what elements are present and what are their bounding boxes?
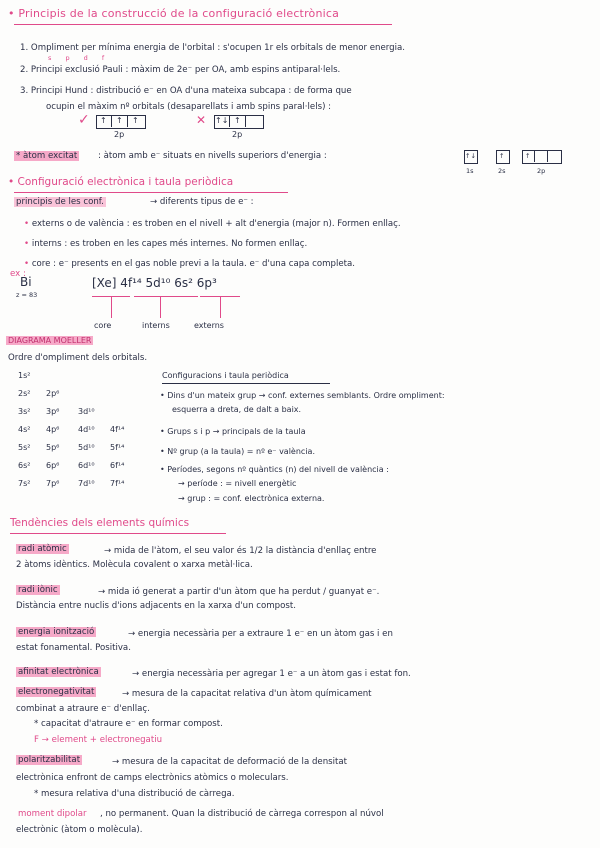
- cell-divider: [547, 150, 548, 162]
- principle-3: 3. Principi Hund : distribució e⁻ en OA d'una mateixa subcapa : de forma que: [20, 86, 352, 96]
- moeller-cell: 6p⁶: [46, 461, 60, 470]
- term-polarizability: polaritzabilitat: [18, 755, 81, 765]
- moeller-cell: 5p⁶: [46, 443, 60, 452]
- moeller-cell: 6d¹⁰: [78, 461, 95, 470]
- moeller-cell: 7p⁶: [46, 479, 60, 488]
- moeller-subtitle: Ordre d'ompliment dels orbitals.: [8, 353, 148, 363]
- orbital-cell: ↑: [132, 116, 139, 125]
- trend-line: F → element + electronegatiu: [34, 735, 163, 745]
- side-title-underline: [162, 383, 330, 384]
- ex-label: ex :: [10, 269, 26, 279]
- principle-1: 1. Ompliment per mínima energia de l'orbital : s'ocupen 1r els orbitals de menor energia.: [20, 43, 405, 53]
- orbital-cell: ↑↓: [215, 116, 229, 125]
- moeller-cell: 3s²: [18, 407, 31, 416]
- trend-line: * capacitat d'atraure e⁻ en formar compost.: [34, 719, 223, 729]
- trend-line: , no permanent. Quan la distribució de càrrega correspon al núvol: [100, 809, 384, 819]
- trend-line: combinat a atraure e⁻ d'enllaç.: [16, 704, 150, 714]
- term-electronegativity: electronegativitat: [18, 687, 95, 697]
- moeller-cell: 4d¹⁰: [78, 425, 95, 434]
- trend-line: → mida de l'àtom, el seu valor és 1/2 la distància d'enllaç entre: [104, 546, 377, 556]
- moeller-cell: 5s²: [18, 443, 31, 452]
- side-line: • Períodes, segons nº quàntics (n) del nivell de valència :: [160, 465, 389, 474]
- bi-symbol: Bi: [20, 275, 32, 289]
- conf-principles: principis de les conf.: [16, 197, 104, 207]
- moeller-cell: 1s²: [18, 371, 31, 380]
- title-underline: [14, 192, 288, 193]
- moeller-cell: 6f¹⁴: [110, 461, 125, 470]
- side-line: • Dins d'un mateix grup → conf. externes semblants. Ordre ompliment:: [160, 391, 445, 400]
- trend-line: → mesura de la capacitat relativa d'un àtom químicament: [122, 689, 372, 699]
- cell-divider: [111, 115, 112, 127]
- moeller-cell: 4s²: [18, 425, 31, 434]
- moeller-cell: 6s²: [18, 461, 31, 470]
- section-title-config: • Configuració electrònica i taula periòdica: [8, 176, 234, 188]
- orbital-label: 2p: [232, 130, 243, 139]
- moeller-cell: 7s²: [18, 479, 31, 488]
- cell-divider: [245, 115, 246, 127]
- term-atomic-radius: radi atòmic: [18, 544, 67, 554]
- trend-line: Distància entre nuclis d'ions adjacents en la xarxa d'un compost.: [16, 601, 296, 611]
- moeller-cell: 2s²: [18, 389, 31, 398]
- moeller-cell: 3d¹⁰: [78, 407, 95, 416]
- section-title-principles: • Principis de la construcció de la configuració electrònica: [8, 7, 340, 20]
- cell-divider: [229, 115, 230, 127]
- trend-line: electrònica enfront de camps electrònics atòmics o moleculars.: [16, 773, 289, 783]
- trend-line: 2 àtoms idèntics. Molècula covalent o xarxa metàl·lica.: [16, 560, 253, 570]
- trend-line: → mesura de la capacitat de deformació de la densitat: [112, 757, 348, 767]
- bracket-interns-stem: [160, 296, 161, 318]
- cross-icon: ✕: [196, 113, 207, 127]
- orbital-label: 2s: [498, 167, 506, 175]
- moeller-cell: 3p⁶: [46, 407, 60, 416]
- section-title-trends: Tendències dels elements químics: [10, 517, 190, 529]
- side-line: • Grups s i p → principals de la taula: [160, 427, 306, 436]
- orbital-cell: ↑: [525, 152, 531, 160]
- trend-line: estat fonamental. Positiva.: [16, 643, 131, 653]
- trend-line: → mida ió generat a partir d'un àtom que ha perdut / guanyat e⁻.: [98, 587, 380, 597]
- label-core: core: [94, 321, 112, 330]
- bracket-core-stem: [111, 296, 112, 318]
- bi-config: [Xe] 4f¹⁴ 5d¹⁰ 6s² 6p³: [92, 276, 217, 290]
- side-line: • Nº grup (a la taula) = nº e⁻ valència.: [160, 447, 315, 456]
- label-externs: externs: [194, 321, 224, 330]
- orbital-cell: ↑: [499, 152, 505, 160]
- check-icon: ✓: [78, 112, 90, 128]
- moeller-title: DIAGRAMA MOELLER: [8, 336, 92, 345]
- excited-atom-text: : àtom amb e⁻ situats en nivells superiors d'energia :: [98, 151, 327, 161]
- moeller-cell: 5d¹⁰: [78, 443, 95, 452]
- side-line: → grup : = conf. electrònica externa.: [178, 494, 325, 503]
- term-dipole-moment: moment dipolar: [18, 809, 87, 819]
- moeller-cell: 7d¹⁰: [78, 479, 95, 488]
- orbital-cell: ↑: [234, 116, 241, 125]
- orbital-cell: ↑↓: [465, 152, 476, 160]
- cell-divider: [127, 115, 128, 127]
- orbital-label: 1s: [466, 167, 474, 175]
- orbital-cell: ↑: [100, 116, 107, 125]
- bracket-interns: [134, 296, 198, 297]
- orbital-cell: ↑: [116, 116, 123, 125]
- term-ionization-energy: energia ionització: [18, 627, 95, 637]
- side-title: Configuracions i taula periòdica: [162, 371, 289, 380]
- term-ionic-radius: radi iònic: [18, 585, 58, 595]
- trend-line: → energia necessària per agregar 1 e⁻ a un àtom gas i estat fon.: [132, 669, 411, 679]
- title-underline: [10, 533, 226, 534]
- orbital-order-hint: s p d f: [48, 54, 111, 62]
- trend-line: → energia necessària per a extraure 1 e⁻ en un àtom gas i en: [128, 629, 393, 639]
- moeller-cell: 7f¹⁴: [110, 479, 125, 488]
- bi-z: z = 83: [16, 291, 38, 299]
- trend-line: electrònic (àtom o molècula).: [16, 825, 143, 835]
- moeller-cell: 4f¹⁴: [110, 425, 125, 434]
- moeller-cell: 5f¹⁴: [110, 443, 125, 452]
- orbital-label: 2p: [537, 167, 546, 175]
- orbital-label: 2p: [114, 130, 125, 139]
- bracket-externs-stem: [220, 296, 221, 318]
- principle-3-cont: ocupin el màxim nº orbitals (desaparellats i amb spins paral·lels) :: [46, 102, 332, 112]
- moeller-cell: 2p⁶: [46, 389, 60, 398]
- principle-2: 2. Principi exclusió Pauli : màxim de 2e⁻ per OA, amb espins antiparal·lels.: [20, 65, 341, 75]
- bullet-core: • core : e⁻ presents en el gas noble previ a la taula. e⁻ d'una capa completa.: [24, 259, 356, 269]
- conf-principles-text: → diferents tipus de e⁻ :: [150, 197, 254, 207]
- moeller-cell: 4p⁶: [46, 425, 60, 434]
- bullet-externs: • externs o de valència : es troben en el nivell + alt d'energia (major n). Formen enllaç.: [24, 219, 401, 229]
- term-electron-affinity: afinitat electrònica: [18, 667, 99, 677]
- cell-divider: [534, 150, 535, 162]
- label-interns: interns: [142, 321, 170, 330]
- title-underline: [14, 24, 392, 25]
- side-line: → període : = nivell energètic: [178, 479, 297, 488]
- excited-atom: * àtom excitat: [16, 151, 78, 161]
- bullet-interns: • interns : es troben en les capes més internes. No formen enllaç.: [24, 239, 308, 249]
- trend-line: * mesura relativa d'una distribució de càrrega.: [34, 789, 235, 799]
- side-line: esquerra a dreta, de dalt a baix.: [172, 405, 302, 414]
